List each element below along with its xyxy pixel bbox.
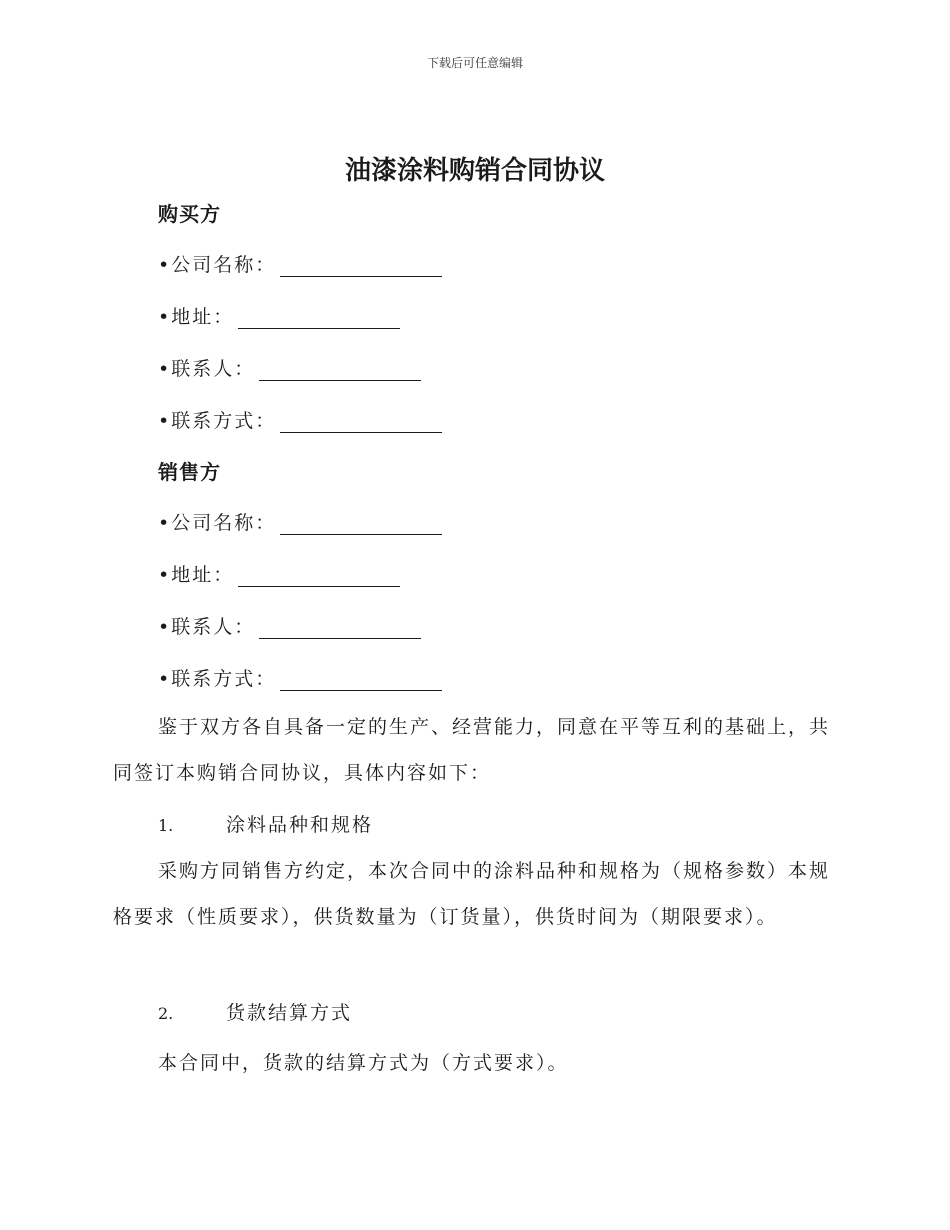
buyer-heading: 购买方 [158, 202, 221, 226]
field-label: •地址： [158, 564, 235, 586]
fill-in-blank[interactable] [259, 620, 421, 639]
field-label: •联系方式： [158, 410, 277, 432]
fill-in-blank[interactable] [280, 672, 442, 691]
intro-paragraph [113, 704, 835, 796]
section-title: 涂料品种和规格 [226, 814, 374, 836]
seller-heading: 销售方 [158, 460, 221, 484]
fill-in-blank[interactable] [280, 516, 442, 535]
field-label: •公司名称： [158, 512, 277, 534]
seller-company-field [158, 508, 442, 535]
section-2-body: 本合同中，货款的结算方式为（方式要求）。 [158, 1052, 569, 1074]
field-label: •联系方式： [158, 668, 277, 690]
buyer-company-field [158, 250, 442, 277]
section-number: 1. [158, 816, 174, 835]
fill-in-blank[interactable] [238, 568, 400, 587]
seller-phone-field [158, 664, 442, 691]
field-label: •公司名称： [158, 254, 277, 276]
buyer-contact-field [158, 354, 421, 381]
document-title: 油漆涂料购销合同协议 [344, 156, 605, 186]
section-2-heading [158, 998, 352, 1025]
section-title: 货款结算方式 [226, 1002, 353, 1024]
fill-in-blank[interactable] [280, 414, 442, 433]
fill-in-blank[interactable] [280, 258, 442, 277]
seller-address-field [158, 560, 400, 587]
fill-in-blank[interactable] [259, 362, 421, 381]
buyer-phone-field [158, 406, 442, 433]
intro-text: 鉴于双方各自具备一定的生产、经营能力，同意在平等互利的基础上，共同签订本购销合同协议，具体内容如下： [113, 716, 831, 784]
field-label: •联系人： [158, 616, 256, 638]
fill-in-blank[interactable] [238, 310, 400, 329]
section-1-body [113, 848, 835, 940]
buyer-address-field [158, 302, 400, 329]
seller-contact-field [158, 612, 421, 639]
header-note: 下载后可任意编辑 [426, 56, 523, 70]
section-1-heading [158, 810, 373, 837]
section-number: 2. [158, 1004, 174, 1023]
field-label: •地址： [158, 306, 235, 328]
field-label: •联系人： [158, 358, 256, 380]
section-body-text: 采购方同销售方约定，本次合同中的涂料品种和规格为（规格参数）本规格要求（性质要求），供货数量为（订货量），供货时间为（期限要求）。 [113, 860, 831, 928]
